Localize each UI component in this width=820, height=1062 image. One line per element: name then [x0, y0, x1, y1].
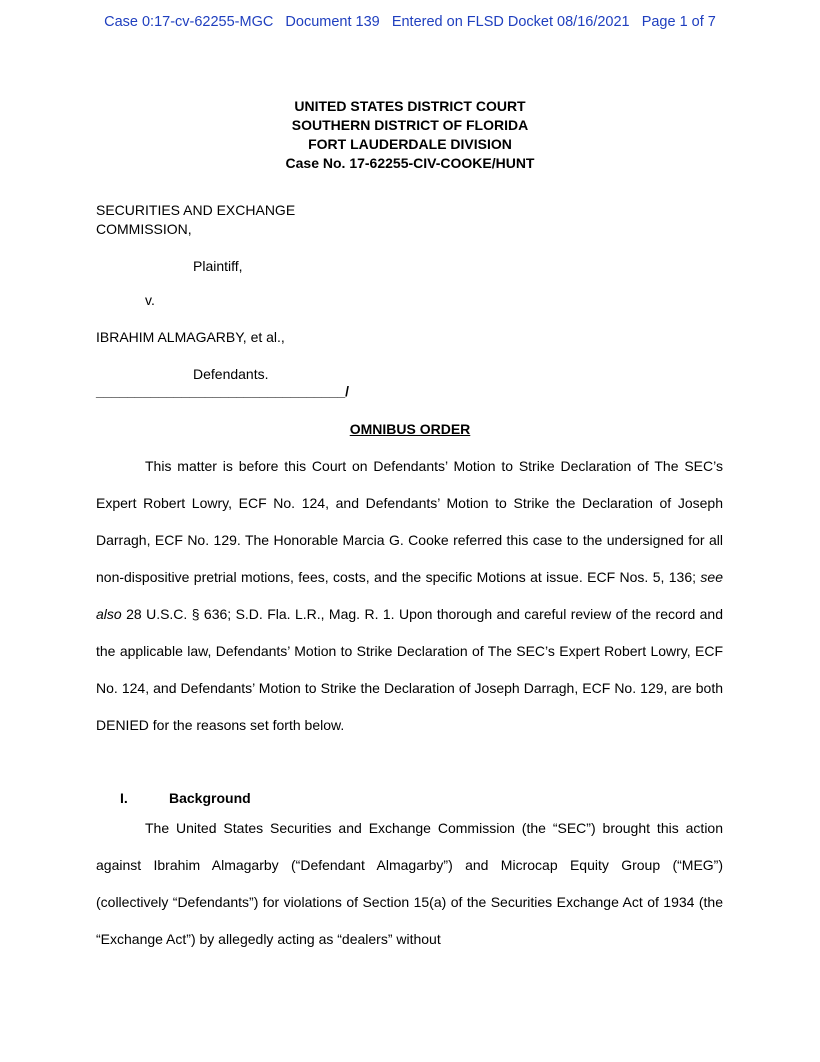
case-number: Case No. 17-62255-CIV-COOKE/HUNT	[285, 155, 535, 171]
plaintiff-name	[96, 201, 295, 239]
paragraph-intro-signal: see also	[96, 569, 723, 622]
paragraph-background-text: The United States Securities and Exchange Commission (the “SEC”) brought this action against Ibrahim Almagarby (“Defendant Almagarby”) and Microcap Equity Group (“MEG”) (collectively “Defendants”) for violations of Section 15(a) of the Securities Exchange Act of 1934 (the “Exchange Act”) by allegedly acting as “dealers” without	[96, 820, 723, 947]
paragraph-intro	[96, 448, 723, 744]
paragraph-intro-text-a: This matter is before this Court on Defendants’ Motion to Strike Declaration of The SEC’s Expert Robert Lowry, ECF No. 124, and Defendants’ Motion to Strike the Declaration of Joseph Darragh, ECF No. 129. The Honorable Marcia G. Cooke referred this case to the undersigned for all non-dispositive pretrial motions, fees, costs, and the specific Motions at issue. ECF Nos. 5, 136;	[96, 458, 723, 585]
court-name: UNITED STATES DISTRICT COURT	[294, 98, 526, 114]
section-number: I.	[120, 790, 128, 806]
plaintiff-role: Plaintiff,	[193, 258, 243, 274]
docket-header: Case 0:17-cv-62255-MGC Document 139 Entered on FLSD Docket 08/16/2021 Page 1 of 7	[104, 14, 716, 30]
caption-rule: ________________________________/	[96, 383, 350, 399]
district-name: SOUTHERN DISTRICT OF FLORIDA	[291, 117, 529, 133]
paragraph-background	[96, 810, 723, 958]
paragraph-intro-text-b: 28 U.S.C. § 636; S.D. Fla. L.R., Mag. R. 1. Upon thorough and careful review of the record and the applicable law, Defendants’ Motion to Strike Declaration of The SEC’s Expert Robert Lowry, ECF No. 124, and Defendants’ Motion to Strike the Declaration of Joseph Darragh, ECF No. 129, are both DENIED for the reasons set forth below.	[96, 606, 723, 733]
order-title: OMNIBUS ORDER	[349, 421, 471, 437]
defendant-role: Defendants.	[193, 366, 269, 382]
defendant-name: IBRAHIM ALMAGARBY, et al.,	[96, 329, 285, 345]
division-name: FORT LAUDERDALE DIVISION	[308, 136, 512, 152]
court-heading	[0, 97, 820, 173]
section-heading	[120, 790, 251, 806]
plaintiff-name-line1: SECURITIES AND EXCHANGE	[96, 202, 296, 218]
section-title: Background	[169, 790, 251, 806]
versus: v.	[145, 292, 155, 308]
plaintiff-name-line2: COMMISSION,	[96, 221, 192, 237]
